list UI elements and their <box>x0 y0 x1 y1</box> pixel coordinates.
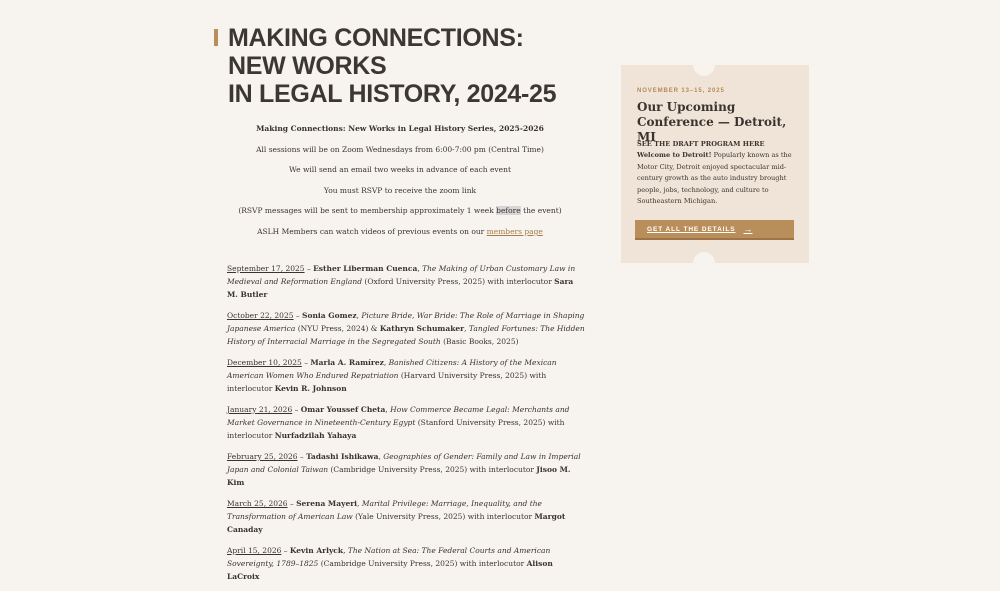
event-author: Marla A. Ramírez <box>310 357 384 367</box>
event-separator: – <box>287 498 297 508</box>
event-book-title: The Nation at Sea: The Federal Courts and American Sovereignty, 1789–1825 <box>227 545 551 568</box>
event-date: February 25, 2026 <box>227 451 298 461</box>
event-date: January 21, 2026 <box>227 404 293 414</box>
get-details-button[interactable] <box>635 220 794 240</box>
event-separator: – <box>301 357 311 367</box>
event-book-title: The Making of Urban Customary Law in Medieval and Reformation England <box>227 263 576 286</box>
event-interlocutor: Nurfadzilah Yahaya <box>274 430 357 440</box>
conference-dates: NOVEMBER 13–15, 2025 <box>637 88 725 94</box>
conference-card <box>621 65 809 263</box>
event-interlocutor: Kevin R. Johnson <box>274 383 347 393</box>
event-coauthor-publisher: (Basic Books, 2025) <box>440 336 519 346</box>
event-author: Omar Youssef Cheta <box>300 404 386 414</box>
event-book-title: Picture Bride, War Bride: The Role of Marriage in Shaping Japanese America <box>227 310 585 333</box>
event-book-title: How Commerce Became Legal: Merchants and Market Governance in Nineteenth-Century Egypt <box>227 404 570 427</box>
event-comma: , <box>356 310 362 320</box>
event-item <box>214 450 586 489</box>
email-info: We will send an email two weeks in advance of each event <box>289 165 511 175</box>
get-details-label: GET ALL THE DETAILS <box>647 225 736 233</box>
rsvp-info: You must RSVP to receive the zoom link <box>323 185 477 195</box>
event-item <box>214 403 586 442</box>
page-title-line1: MAKING CONNECTIONS: NEW WORKS <box>228 24 524 80</box>
event-publisher: (Oxford University Press, 2025) with interlocutor <box>362 276 555 286</box>
event-comma-2: , <box>464 323 469 333</box>
event-comma: , <box>378 451 384 461</box>
event-comma: , <box>417 263 423 273</box>
series-name: Making Connections: New Works in Legal History Series, 2025-2026 <box>256 124 544 133</box>
members-page-link[interactable]: members page <box>486 226 543 236</box>
event-item <box>214 262 586 301</box>
zoom-info: All sessions will be on Zoom Wednesdays from 6:00-7:00 pm (Central Time) <box>256 144 544 154</box>
draft-program-link[interactable]: SEE THE DRAFT PROGRAM HERE Welcome to Detroit! <box>637 140 765 160</box>
event-item <box>214 309 586 348</box>
page-title <box>214 24 586 108</box>
event-date: December 10, 2025 <box>227 357 302 367</box>
event-separator: – <box>304 263 314 273</box>
event-coauthor-title: Tangled Fortunes: The Hidden History of Interracial Marriage in the Segregated South <box>227 323 585 346</box>
series-intro <box>214 124 586 236</box>
event-publisher: (Yale University Press, 2025) with interlocutor <box>352 511 535 521</box>
arrow-right-icon: → <box>743 224 753 234</box>
event-author: Sonia Gomez <box>302 310 357 320</box>
event-separator: – <box>281 545 290 555</box>
conference-title: Our Upcoming Conference — Detroit, MI <box>637 100 787 144</box>
event-author: Esther Liberman Cuenca <box>313 263 418 273</box>
main-content <box>214 24 586 591</box>
event-interlocutor: Margot Canaday <box>227 511 566 534</box>
event-item <box>214 497 586 536</box>
page-title-line2: IN LEGAL HISTORY, 2024-25 <box>228 80 557 108</box>
event-list <box>214 262 586 583</box>
members-info: ASLH Members can watch videos of previous events on our members page <box>257 226 543 236</box>
event-publisher: (Harvard University Press, 2025) with interlocutor <box>227 370 547 393</box>
event-interlocutor: Sara M. Butler <box>227 276 574 299</box>
event-publisher: (NYU Press, 2024) & <box>295 323 380 333</box>
event-separator: – <box>292 404 301 414</box>
event-item <box>214 544 586 583</box>
event-interlocutor: Jisoo M. Kim <box>227 464 571 487</box>
event-coauthor: Kathryn Schumaker <box>379 323 465 333</box>
conference-description: SEE THE DRAFT PROGRAM HERE Welcome to Detroit! Popularly known as the Motor City, Detroit enjoyed spectacular mid-century growth as the auto industry brought people, jobs, technology, and culture to Southeastern Michigan. <box>637 140 792 206</box>
event-publisher: (Cambridge University Press, 2025) with interlocutor <box>328 464 537 474</box>
event-publisher: (Cambridge University Press, 2025) with interlocutor <box>318 558 527 568</box>
event-author: Tadashi Ishikawa <box>306 451 379 461</box>
title-accent-bar <box>214 29 218 46</box>
event-author: Kevin Arlyck <box>289 545 344 555</box>
highlighted-text: before <box>496 206 521 216</box>
event-comma: , <box>343 545 348 555</box>
event-separator: – <box>293 310 303 320</box>
event-date: October 22, 2025 <box>227 310 294 320</box>
event-author: Serena Mayeri <box>296 498 358 508</box>
event-book-title: Banished Citizens: A History of the Mexican American Women Who Endured Repatriation <box>227 357 557 380</box>
rsvp-note: (RSVP messages will be sent to membership approximately 1 week before the event) <box>238 206 562 216</box>
event-comma: , <box>383 357 389 367</box>
event-comma: , <box>357 498 362 508</box>
event-date: March 25, 2026 <box>227 498 288 508</box>
event-separator: – <box>297 451 307 461</box>
event-item <box>214 356 586 395</box>
card-notch-bottom <box>693 252 715 274</box>
event-book-title: Geographies of Gender: Family and Law in Imperial Japan and Colonial Taiwan <box>227 451 581 474</box>
event-book-title: Marital Privilege: Marriage, Inequality, and the Transformation of American Law <box>227 498 542 521</box>
event-date: September 17, 2025 <box>227 263 305 273</box>
event-comma: , <box>385 404 391 414</box>
event-publisher: (Stanford University Press, 2025) with interlocutor <box>227 417 565 440</box>
card-notch-top <box>693 54 715 76</box>
event-date: April 15, 2026 <box>227 545 282 555</box>
event-interlocutor: Alison LaCroix <box>227 558 553 581</box>
